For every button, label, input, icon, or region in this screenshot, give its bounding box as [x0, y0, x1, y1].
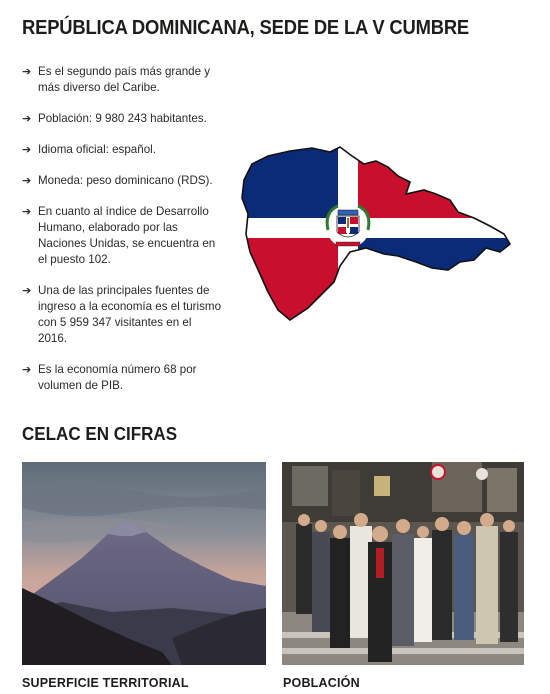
arrow-right-icon: ➔: [22, 285, 32, 297]
arrow-right-icon: ➔: [22, 206, 32, 218]
card-caption-population: POBLACIÓN: [283, 676, 360, 690]
section-title: CELAC EN CIFRAS: [22, 423, 178, 444]
arrow-right-icon: ➔: [22, 113, 32, 125]
fact-text: Una de las principales fuentes de ingreso a la economía es el turismo con 5 959 347 visitantes en el 2016.: [38, 284, 222, 345]
fact-text: En cuanto al índice de Desarrollo Humano, elaborado por las Naciones Unidas, se encuentra en el puesto 102.: [38, 205, 216, 266]
fact-text: Es el segundo país más grande y más diverso del Caribe.: [38, 65, 211, 94]
card-caption-surface: SUPERFICIE TERRITORIAL: [22, 676, 189, 690]
fact-list: [22, 64, 222, 409]
arrow-right-icon: ➔: [22, 66, 32, 78]
fact-item: [22, 362, 222, 394]
fact-item: [22, 111, 222, 127]
fact-item: [22, 64, 222, 96]
fact-item: [22, 173, 222, 189]
arrow-right-icon: ➔: [22, 364, 32, 376]
dominican-republic-flag-map: [238, 142, 516, 328]
fact-item: [22, 204, 222, 268]
fact-item: [22, 283, 222, 347]
fact-text: Idioma oficial: español.: [38, 143, 156, 156]
mountain-landscape-image: [22, 462, 266, 665]
people-crowd-image: [282, 462, 524, 665]
arrow-right-icon: ➔: [22, 144, 32, 156]
fact-text: Población: 9 980 243 habitantes.: [38, 112, 207, 125]
fact-text: Moneda: peso dominicano (RDS).: [38, 174, 213, 187]
arrow-right-icon: ➔: [22, 175, 32, 187]
fact-text: Es la economía número 68 por volumen de PIB.: [38, 363, 197, 392]
fact-item: [22, 142, 222, 158]
landscape-photo: [22, 462, 266, 665]
page-title: REPÚBLICA DOMINICANA, SEDE DE LA V CUMBRE: [22, 17, 470, 39]
crowd-photo: [282, 462, 524, 665]
